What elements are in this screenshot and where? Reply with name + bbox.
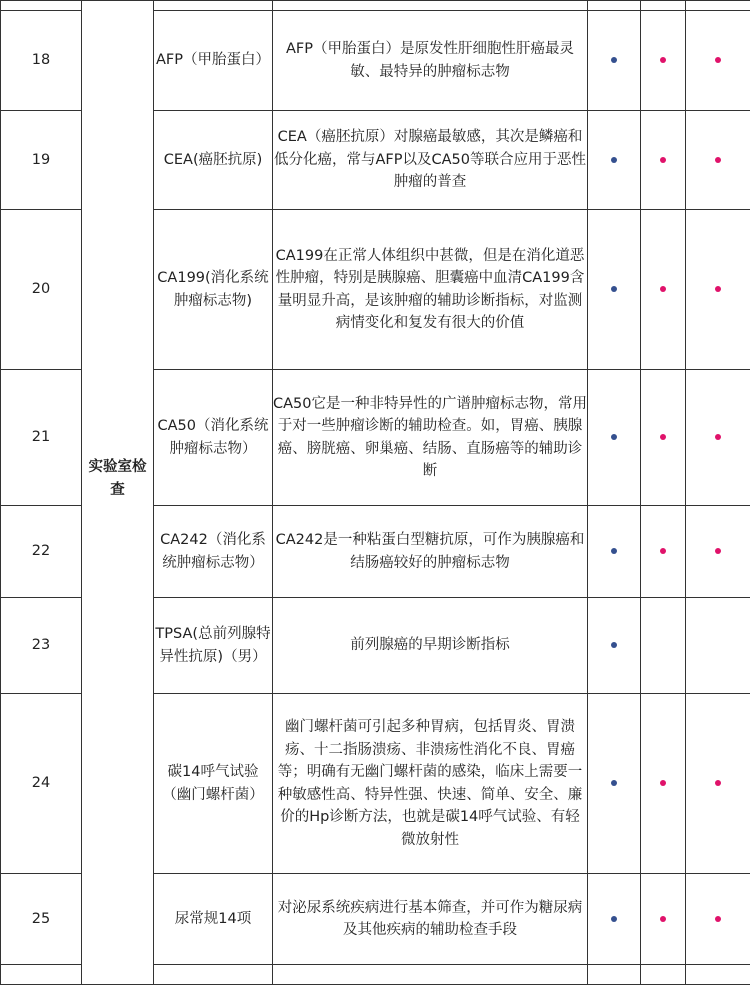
dot-pink-icon <box>715 780 721 786</box>
dot-pink-icon <box>715 157 721 163</box>
category-cell <box>82 1 154 985</box>
item-description: CA50它是一种非特异性的广谱肿瘤标志物，常用于对一些肿瘤诊断的辅助检查。如，胃癌、胰腺癌、膀胱癌、卵巢癌、结肠、直肠癌等的辅助诊断 <box>273 370 588 506</box>
row-number: 25 <box>1 874 82 965</box>
dot-pink-icon <box>715 916 721 922</box>
item-description: 幽门螺杆菌可引起多种胃病，包括胃炎、胃溃疡、十二指肠溃疡、非溃疡性消化不良、胃癌等；明确有无幽门螺杆菌的感染，临床上需要一种敏感性高、特异性强、快速、简单、安全、廉价的Hp诊断方法，也就是碳14呼气试验、有轻微放射性 <box>273 694 588 874</box>
dot-pink-icon <box>660 57 666 63</box>
item-name: 尿常规14项 <box>154 874 273 965</box>
dot-pink-icon <box>660 157 666 163</box>
item-name: CA242（消化系统肿瘤标志物） <box>154 506 273 598</box>
dot-blue-icon <box>611 434 617 440</box>
item-description: CA199在正常人体组织中甚微，但是在消化道恶性肿瘤，特别是胰腺癌、胆囊癌中血清CA199含量明显升高，是该肿瘤的辅助诊断指标，对监测病情变化和复发有很大的价值 <box>273 210 588 370</box>
dot-pink-icon <box>660 780 666 786</box>
item-name: AFP（甲胎蛋白） <box>154 11 273 111</box>
dot-blue-icon <box>611 286 617 292</box>
dot-blue-icon <box>611 916 617 922</box>
category-label: 实验室检查 <box>82 456 153 501</box>
item-name: 碳14呼气试验（幽门螺杆菌） <box>154 694 273 874</box>
row-number: 18 <box>1 11 82 111</box>
item-description: CA242是一种粘蛋白型糖抗原，可作为胰腺癌和结肠癌较好的肿瘤标志物 <box>273 506 588 598</box>
dot-pink-icon <box>660 286 666 292</box>
dot-pink-icon <box>715 434 721 440</box>
dot-pink-icon <box>660 434 666 440</box>
dot-blue-icon <box>611 157 617 163</box>
item-name: CEA(癌胚抗原) <box>154 111 273 210</box>
dot-pink-icon <box>715 548 721 554</box>
dot-blue-icon <box>611 780 617 786</box>
item-name: CA199(消化系统肿瘤标志物) <box>154 210 273 370</box>
dot-pink-icon <box>660 916 666 922</box>
dot-pink-icon <box>715 286 721 292</box>
item-description: AFP（甲胎蛋白）是原发性肝细胞性肝癌最灵敏、最特异的肿瘤标志物 <box>273 11 588 111</box>
dot-blue-icon <box>611 642 617 648</box>
top-partial-row <box>1 1 750 11</box>
item-description: CEA（癌胚抗原）对腺癌最敏感，其次是鳞癌和低分化癌，常与AFP以及CA50等联合应用于恶性肿瘤的普查 <box>273 111 588 210</box>
item-name: TPSA(总前列腺特异性抗原)（男） <box>154 598 273 694</box>
dot-blue-icon <box>611 57 617 63</box>
item-description: 对泌尿系统疾病进行基本筛查，并可作为糖尿病及其他疾病的辅助检查手段 <box>273 874 588 965</box>
row-number: 21 <box>1 370 82 506</box>
dot-pink-icon <box>660 548 666 554</box>
row-number: 24 <box>1 694 82 874</box>
item-name: CA50（消化系统肿瘤标志物） <box>154 370 273 506</box>
row-number: 20 <box>1 210 82 370</box>
dot-blue-icon <box>611 548 617 554</box>
item-description: 前列腺癌的早期诊断指标 <box>273 598 588 694</box>
dot-pink-icon <box>715 57 721 63</box>
table-body <box>1 1 750 985</box>
row-number: 22 <box>1 506 82 598</box>
row-number: 23 <box>1 598 82 694</box>
row-number: 19 <box>1 111 82 210</box>
